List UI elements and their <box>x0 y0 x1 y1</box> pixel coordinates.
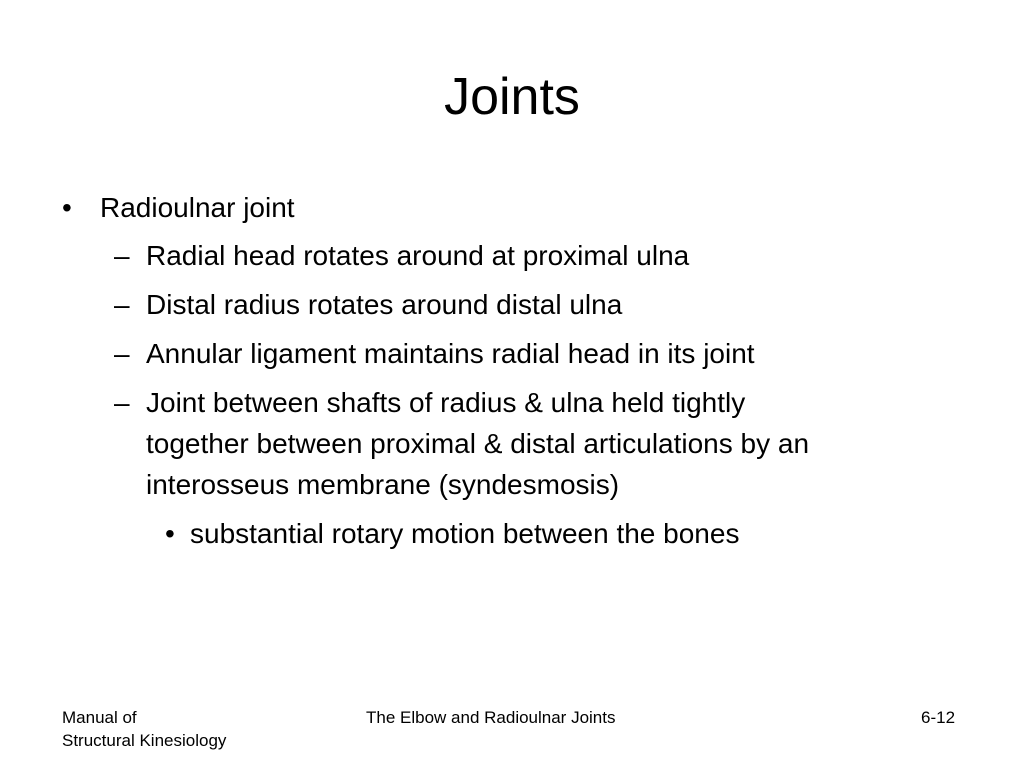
dash-marker: – <box>114 289 130 320</box>
bullet-marker: • <box>62 192 72 223</box>
slide-title: Joints <box>444 68 580 126</box>
bullet-text: substantial rotary motion between the bones <box>190 518 740 549</box>
bullet-text: Radial head rotates around at proximal ulna <box>146 240 690 271</box>
bullet-text: Radioulnar joint <box>100 192 295 223</box>
dash-marker: – <box>114 338 130 369</box>
dash-marker: – <box>114 387 130 418</box>
bullet-text-line-3: interosseus membrane (syndesmosis) <box>146 469 620 500</box>
footer-slide-number: 6-12 <box>921 708 956 727</box>
footer-book-title <box>62 706 226 752</box>
bullet-marker: • <box>165 518 175 549</box>
footer-left-line-2: Structural Kinesiology <box>62 731 227 750</box>
bullet-text-line-1: Joint between shafts of radius & ulna held tightly <box>146 387 746 418</box>
dash-marker: – <box>114 240 130 271</box>
bullet-text-line-2: together between proximal & distal articulations by an <box>146 428 810 459</box>
footer-left-line-1: Manual of <box>62 708 137 727</box>
bullet-text: Distal radius rotates around distal ulna <box>146 289 623 320</box>
footer-chapter-title: The Elbow and Radioulnar Joints <box>366 708 616 727</box>
bullet-text: Annular ligament maintains radial head in its joint <box>146 338 755 369</box>
